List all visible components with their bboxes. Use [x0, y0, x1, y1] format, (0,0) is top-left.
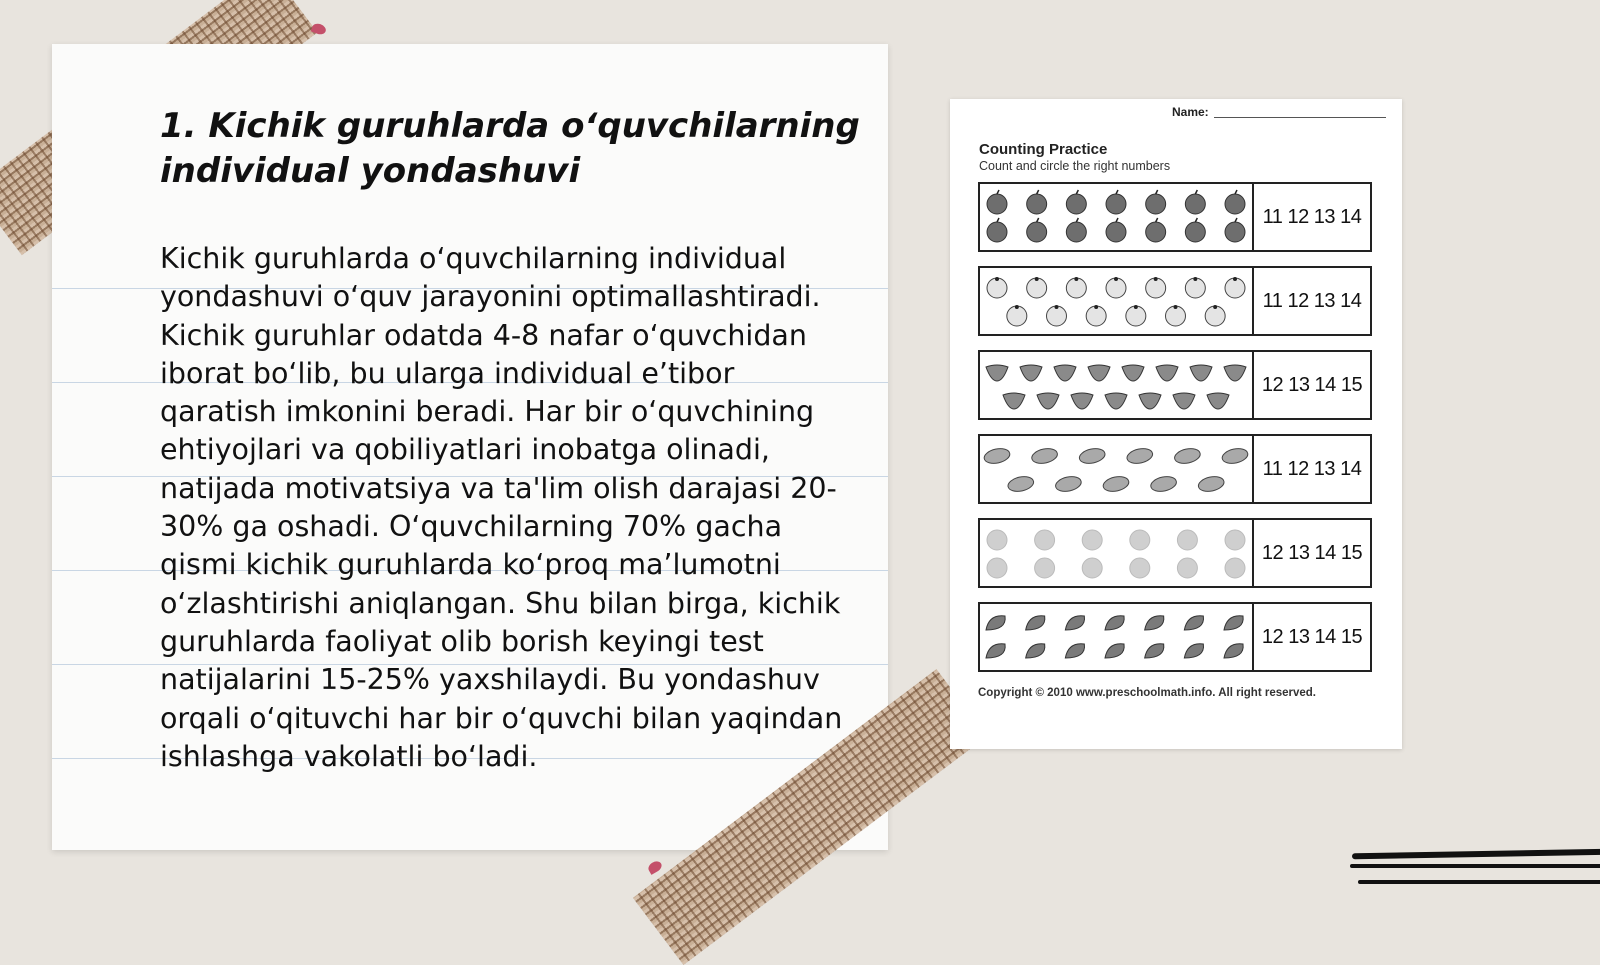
bean-icon [1149, 474, 1177, 493]
strawberry-icon [1003, 393, 1025, 409]
bean-icon [983, 446, 1011, 465]
apple-icon [1027, 190, 1047, 214]
peach-icon [1177, 530, 1197, 550]
worksheet-row-number-options: 11 12 13 14 [1262, 457, 1362, 480]
peach-icon [1177, 558, 1197, 578]
tomato-icon [1185, 277, 1205, 298]
worksheet-row-number-options: 12 13 14 15 [1261, 625, 1363, 648]
strawberry-icon [1139, 393, 1161, 409]
pin-icon [646, 859, 663, 875]
leaf-icon [986, 616, 1005, 630]
strawberry-icon [986, 365, 1008, 381]
apple-icon [1185, 218, 1205, 242]
tomato-icon [1106, 277, 1126, 298]
counting-worksheet-image [950, 99, 1402, 749]
strawberry-icon [1105, 393, 1127, 409]
peach-icon [987, 530, 1007, 550]
bean-icon [1007, 474, 1035, 493]
worksheet-row-pictures [980, 184, 1254, 250]
slide-body-text: Kichik guruhlarda o‘quvchilarning individual yondashuvi o‘quv jarayonini optimallashtiradi. Kichik guruhlar odatda 4-8 nafar o‘quvchidan iborat bo‘lib, bu ularga individual e’tibor qaratish imkonini beradi. Har bir o‘quvchining ehtiyojlari va qobiliyatlari inobatga olinadi, natijada motivatsiya va ta'lim olish darajasi 20-30% ga oshadi. O‘quvchilarning 70% gacha qismi kichik guruhlarda ko‘proq ma’lumotni o‘zlashtirishi aniqlangan. Shu bilan birga, kichik guruhlarda faoliyat olib borish keyingi test natijalarini 15-25% yaxshilaydi. Bu yondashuv orqali o‘qituvchi har bir o‘quvchi bilan yaqindan ishlashga vakolatli bo‘ladi. [160, 242, 843, 773]
worksheet-copyright: Copyright © 2010 www.preschoolmath.info. All right reserved. [978, 687, 1316, 699]
apple-icon [1185, 190, 1205, 214]
leaf-icon [1184, 644, 1203, 658]
apple-icon [980, 184, 1252, 250]
leaf-icon [1224, 616, 1243, 630]
tomato-icon [1066, 277, 1086, 298]
strawberry-icon [1224, 365, 1246, 381]
worksheet-name-label: Name: [1172, 105, 1209, 119]
leaf-icon [1026, 644, 1045, 658]
worksheet-row-number-options: 12 13 14 15 [1261, 541, 1363, 564]
strawberry-icon [1088, 365, 1110, 381]
peach-icon [980, 520, 1252, 586]
leaf-icon [980, 604, 1252, 670]
bean-icon [1030, 446, 1058, 465]
leaf-icon [1105, 616, 1124, 630]
worksheet-row [978, 602, 1372, 672]
worksheet-row-number-options: 12 13 14 15 [1261, 373, 1363, 396]
bean-icon [980, 436, 1252, 502]
strawberry-icon [1020, 365, 1042, 381]
worksheet-row [978, 182, 1372, 252]
leaf-icon [1026, 616, 1045, 630]
bean-icon [1197, 474, 1225, 493]
strawberry-icon [1122, 365, 1144, 381]
strawberry-icon [1071, 393, 1093, 409]
apple-icon [1225, 190, 1245, 214]
lined-paper-card [52, 44, 888, 850]
tomato-icon [1027, 277, 1047, 298]
apple-icon [1027, 218, 1047, 242]
worksheet-title: Counting Practice [979, 141, 1108, 158]
strawberry-icon [980, 352, 1252, 418]
worksheet-row [978, 518, 1372, 588]
slide-title: 1. Kichik guruhlarda o‘quvchilarning individual yondashuvi [160, 106, 860, 191]
leaf-icon [1184, 616, 1203, 630]
strawberry-icon [1190, 365, 1212, 381]
strawberry-icon [1156, 365, 1178, 381]
apple-icon [1066, 190, 1086, 214]
worksheet-row-pictures [980, 520, 1254, 586]
apple-icon [1106, 218, 1126, 242]
strawberry-icon [1173, 393, 1195, 409]
worksheet-row-pictures [980, 436, 1254, 502]
worksheet-subtitle: Count and circle the right numbers [979, 159, 1171, 173]
apple-icon [1066, 218, 1086, 242]
decorative-stroke [1358, 880, 1600, 884]
leaf-icon [1105, 644, 1124, 658]
apple-icon [1146, 190, 1166, 214]
worksheet-row [978, 266, 1372, 336]
tomato-icon [1047, 305, 1067, 326]
apple-icon [1106, 190, 1126, 214]
bean-icon [1126, 446, 1154, 465]
leaf-icon [1145, 616, 1164, 630]
bean-icon [1054, 474, 1082, 493]
peach-icon [1225, 530, 1245, 550]
tomato-icon [1205, 305, 1225, 326]
peach-icon [1082, 558, 1102, 578]
worksheet-row-pictures [980, 352, 1254, 418]
strawberry-icon [1207, 393, 1229, 409]
leaf-icon [1065, 644, 1084, 658]
leaf-icon [1145, 644, 1164, 658]
bean-icon [1102, 474, 1130, 493]
apple-icon [1146, 218, 1166, 242]
worksheet-name-line [1214, 117, 1386, 118]
tomato-icon [1007, 305, 1027, 326]
bean-icon [1221, 446, 1249, 465]
tomato-icon [1225, 277, 1245, 298]
leaf-icon [1224, 644, 1243, 658]
bean-icon [1078, 446, 1106, 465]
tomato-icon [1086, 305, 1106, 326]
peach-icon [1082, 530, 1102, 550]
worksheet-row-pictures [980, 268, 1254, 334]
tomato-icon [1146, 277, 1166, 298]
worksheet-row-number-options: 11 12 13 14 [1262, 289, 1362, 312]
tomato-icon [1126, 305, 1146, 326]
peach-icon [1130, 558, 1150, 578]
leaf-icon [986, 644, 1005, 658]
leaf-icon [1065, 616, 1084, 630]
apple-icon [1225, 218, 1245, 242]
worksheet-row-number-options: 11 12 13 14 [1262, 205, 1362, 228]
worksheet-row [978, 434, 1372, 504]
strawberry-icon [1037, 393, 1059, 409]
strawberry-icon [1054, 365, 1076, 381]
apple-icon [987, 190, 1007, 214]
tomato-icon [980, 268, 1252, 334]
worksheet-row-pictures [980, 604, 1254, 670]
decorative-stroke [1352, 849, 1600, 860]
peach-icon [1130, 530, 1150, 550]
peach-icon [987, 558, 1007, 578]
apple-icon [987, 218, 1007, 242]
tomato-icon [987, 277, 1007, 298]
bean-icon [1173, 446, 1201, 465]
peach-icon [1225, 558, 1245, 578]
worksheet-row [978, 350, 1372, 420]
decorative-stroke [1350, 864, 1600, 868]
peach-icon [1035, 558, 1055, 578]
worksheet-rows [978, 182, 1372, 686]
tomato-icon [1166, 305, 1186, 326]
peach-icon [1035, 530, 1055, 550]
